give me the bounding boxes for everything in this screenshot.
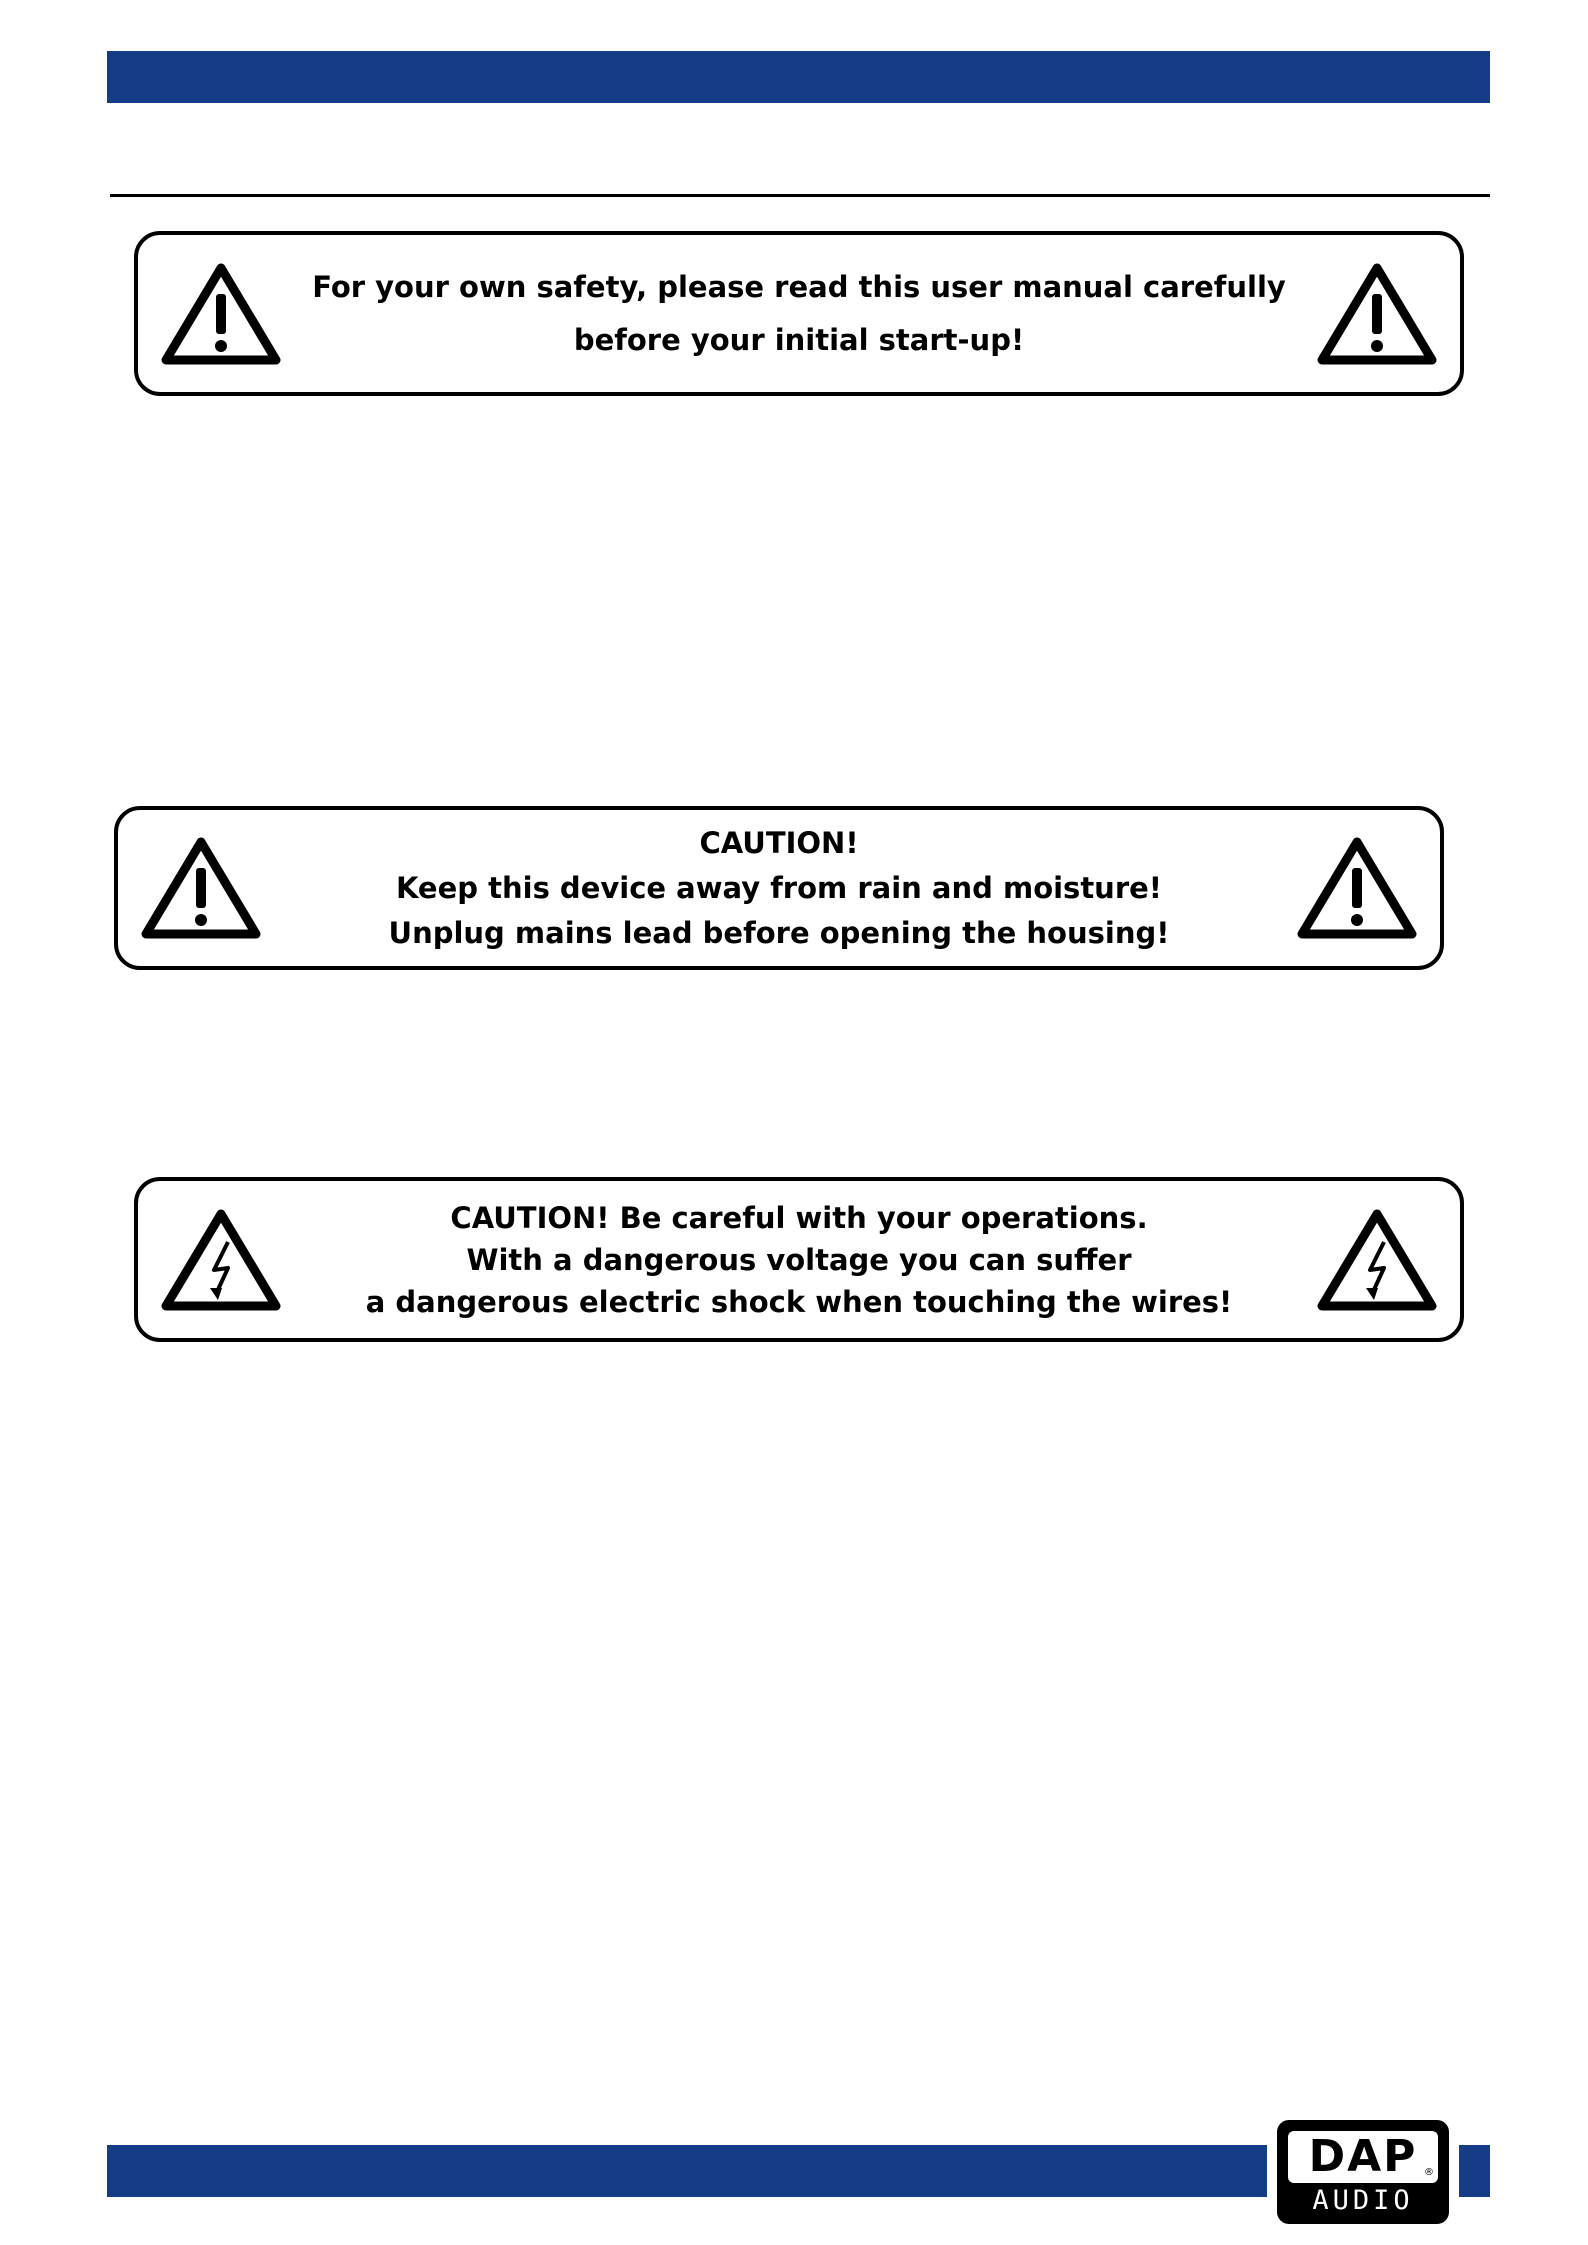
exclamation-warning-icon (1314, 260, 1440, 368)
logo-subtitle: AUDIO (1312, 2185, 1414, 2216)
warning-line: before your initial start-up! (573, 322, 1025, 357)
exclamation-warning-icon (138, 834, 264, 942)
warning-line: Keep this device away from rain and moisture! (395, 870, 1163, 905)
voltage-caution-box (134, 1177, 1464, 1342)
high-voltage-warning-icon (1314, 1206, 1440, 1314)
warning-line: a dangerous electric shock when touching the wires! (365, 1284, 1233, 1319)
warning-line: CAUTION! (699, 825, 859, 860)
logo-wordmark: DAP (1288, 2131, 1438, 2183)
registered-mark: ® (1424, 2167, 1434, 2178)
header-rule (110, 194, 1490, 197)
warning-line: With a dangerous voltage you can suffer (466, 1242, 1132, 1277)
dap-audio-logo (1277, 2120, 1449, 2224)
header-band (107, 51, 1490, 103)
high-voltage-warning-icon (158, 1206, 284, 1314)
warning-line: For your own safety, please read this user manual carefully (312, 269, 1286, 304)
warning-line: Unplug mains lead before opening the housing! (388, 915, 1170, 950)
safety-notice-text (298, 235, 1300, 392)
moisture-caution-box (114, 806, 1444, 970)
moisture-caution-text (278, 810, 1280, 966)
footer-band-end (1459, 2145, 1490, 2197)
footer-band (107, 2145, 1267, 2197)
exclamation-warning-icon (158, 260, 284, 368)
exclamation-warning-icon (1294, 834, 1420, 942)
voltage-caution-text (298, 1181, 1300, 1338)
safety-notice-box (134, 231, 1464, 396)
warning-line: CAUTION! Be careful with your operations. (450, 1200, 1148, 1235)
